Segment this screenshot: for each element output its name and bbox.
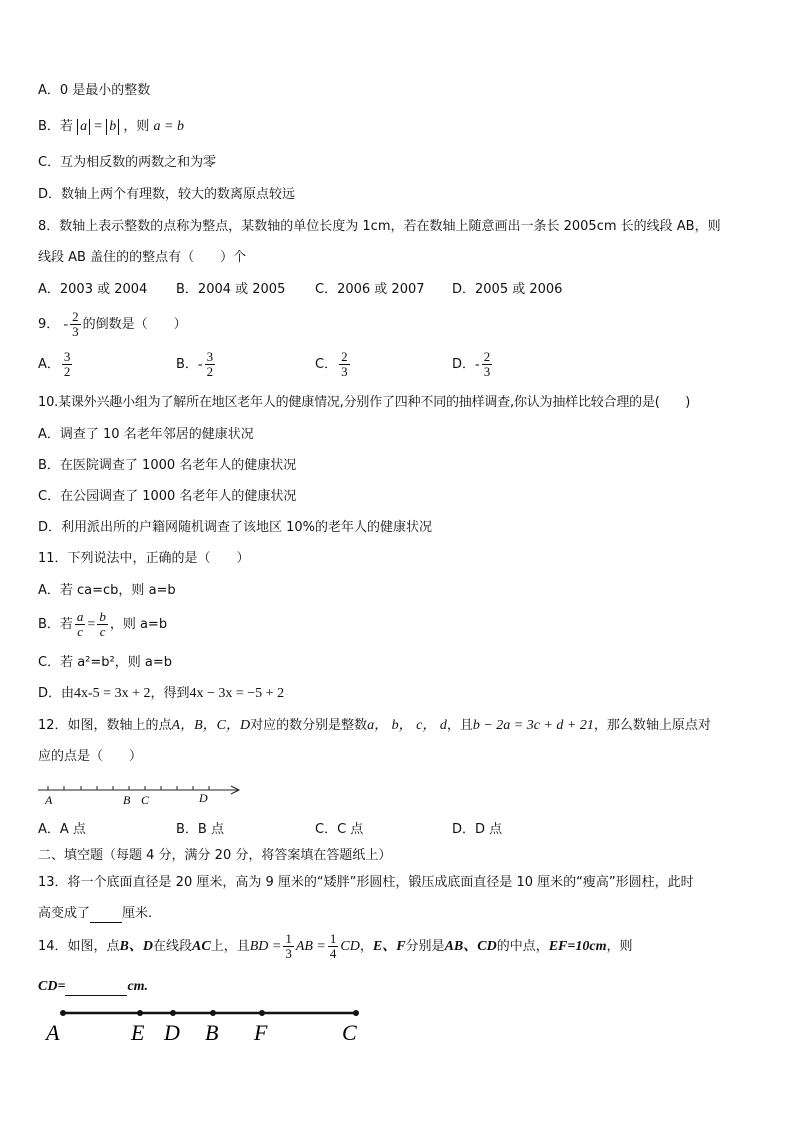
q13-stem-line1: 13．将一个底面直径是 20 厘米，高为 9 厘米的“矮胖”形圆柱，锻压成底面直径是 10 厘米的“瘦高”形圆柱，此时	[38, 875, 694, 890]
q12-option-d: D．D 点	[452, 822, 503, 837]
q14-stem-line2: CD= cm.	[38, 979, 149, 994]
q9-fraction: $\frac{2}{3}$	[72, 309, 79, 339]
q7-option-a: A．0 是最小的整数	[38, 83, 151, 98]
q7-b-abs-b: b	[106, 119, 119, 135]
q9-number: 9．	[38, 317, 60, 332]
q13-stem-line2: 高变成了 厘米.	[38, 906, 153, 921]
q12-axis-label-d: D	[199, 791, 208, 805]
q11-option-c: C．若 a²=b²，则 a=b	[38, 655, 172, 670]
q10-stem: 10.某课外兴趣小组为了解所在地区老年人的健康情况,分别作了四种不同的抽样调查,你认为抽样比较合理的是( )	[38, 395, 691, 410]
q14-label-b: B	[205, 1020, 219, 1045]
q14-label-e: E	[131, 1020, 145, 1045]
q9-option-c: C． $\frac{2}{3}$	[315, 349, 348, 379]
q11-stem: 11．下列说法中，正确的是（ ）	[38, 551, 250, 566]
q14-label-a: A	[46, 1020, 60, 1045]
q11-b-frac-a: $\frac{a}{c}$	[76, 609, 84, 639]
q12-option-c: C．C 点	[315, 822, 364, 837]
q10-option-d: D．利用派出所的户籍网随机调查了该地区 10%的老年人的健康状况	[38, 520, 433, 535]
q8-option-c: C．2006 或 2007	[315, 282, 425, 297]
q10-option-a: A．调查了 10 名老年邻居的健康状况	[38, 427, 254, 442]
q7-b-expr: a = b	[153, 119, 184, 134]
q14-frac-third: $\frac{1}{3}$	[285, 931, 292, 961]
q12-axis-label-b: B	[123, 793, 131, 807]
q11-option-d: D．由4x-5 = 3x + 2，得到4x − 3x = −5 + 2	[38, 686, 285, 701]
q8-option-a: A．2003 或 2004	[38, 282, 148, 297]
q7-b-mid: ，则	[123, 119, 150, 134]
q9-option-d: D．- $\frac{2}{3}$	[452, 349, 491, 379]
q12-axis-label-a: A	[45, 793, 53, 807]
q7-option-b	[38, 118, 184, 136]
q7-option-c: C．互为相反数的两数之和为零	[38, 155, 217, 170]
q14-label-f: F	[254, 1020, 268, 1045]
q11-d-eq2: 4x − 3x = −5 + 2	[189, 686, 285, 701]
section-2-heading: 二、填空题（每题 4 分，满分 20 分，将答案填在答题纸上）	[38, 848, 392, 863]
q14-answer-blank[interactable]	[65, 979, 127, 996]
q13-answer-blank[interactable]	[90, 906, 122, 923]
q7-b-abs-a: a	[77, 119, 90, 135]
q12-option-b: B．B 点	[176, 822, 224, 837]
q7-b-eq: =	[94, 119, 103, 134]
q10-option-b: B．在医院调查了 1000 名老年人的健康状况	[38, 458, 297, 473]
q12-axis-label-c: C	[141, 793, 150, 807]
q14-stem-line1: 14．如图，点B、D在线段AC上，且BD = $\frac{1}{3}$ AB = $\frac{1}{4}$ CD，E、F分别是AB、CD的中点，EF=10cm，则	[38, 931, 633, 961]
q12-stem-line2: 应的点是（ ）	[38, 749, 143, 764]
q11-option-b: B．若 $\frac{a}{c}$ = $\frac{b}{c}$ ，则 a=b	[38, 609, 168, 639]
q11-b-frac-b: $\frac{b}{c}$	[99, 609, 106, 639]
q14-label-c: C	[342, 1020, 357, 1045]
q14-segment-figure	[40, 1004, 370, 1046]
q10-option-c: C．在公园调查了 1000 名老年人的健康状况	[38, 489, 297, 504]
q9-stem	[38, 310, 187, 340]
q8-option-d: D．2005 或 2006	[452, 282, 563, 297]
q9-neg-sign: -	[63, 317, 69, 332]
q9-tail: 的倒数是（ ）	[82, 317, 187, 332]
q8-stem-line2: 线段 AB 盖住的的整点有（ ）个	[38, 250, 247, 265]
q9-option-a: A． $\frac{3}{2}$	[38, 349, 71, 379]
q11-d-eq1: 4x-5 = 3x + 2	[74, 686, 151, 701]
q12-stem-line1: 12．如图，数轴上的点A，B，C，D对应的数分别是整数a， b， c， d，且b − 2a = 3c + d + 21，那么数轴上原点对	[38, 718, 711, 733]
q8-option-b: B．2004 或 2005	[176, 282, 286, 297]
q7-b-prefix: B．若	[38, 119, 73, 134]
q14-frac-quarter: $\frac{1}{4}$	[329, 931, 337, 961]
q8-stem-line1: 8．数轴上表示整数的点称为整点，某数轴的单位长度为 1cm，若在数轴上随意画出一条长 2005cm 长的线段 AB，则	[38, 219, 721, 234]
q11-option-a: A．若 ca=cb，则 a=b	[38, 583, 176, 598]
q7-option-d: D．数轴上两个有理数，较大的数离原点较远	[38, 187, 296, 202]
q14-label-d: D	[164, 1020, 180, 1045]
q9-option-b: B．- $\frac{3}{2}$	[176, 349, 214, 379]
q12-option-a: A．A 点	[38, 822, 86, 837]
q12-number-line	[34, 780, 246, 808]
